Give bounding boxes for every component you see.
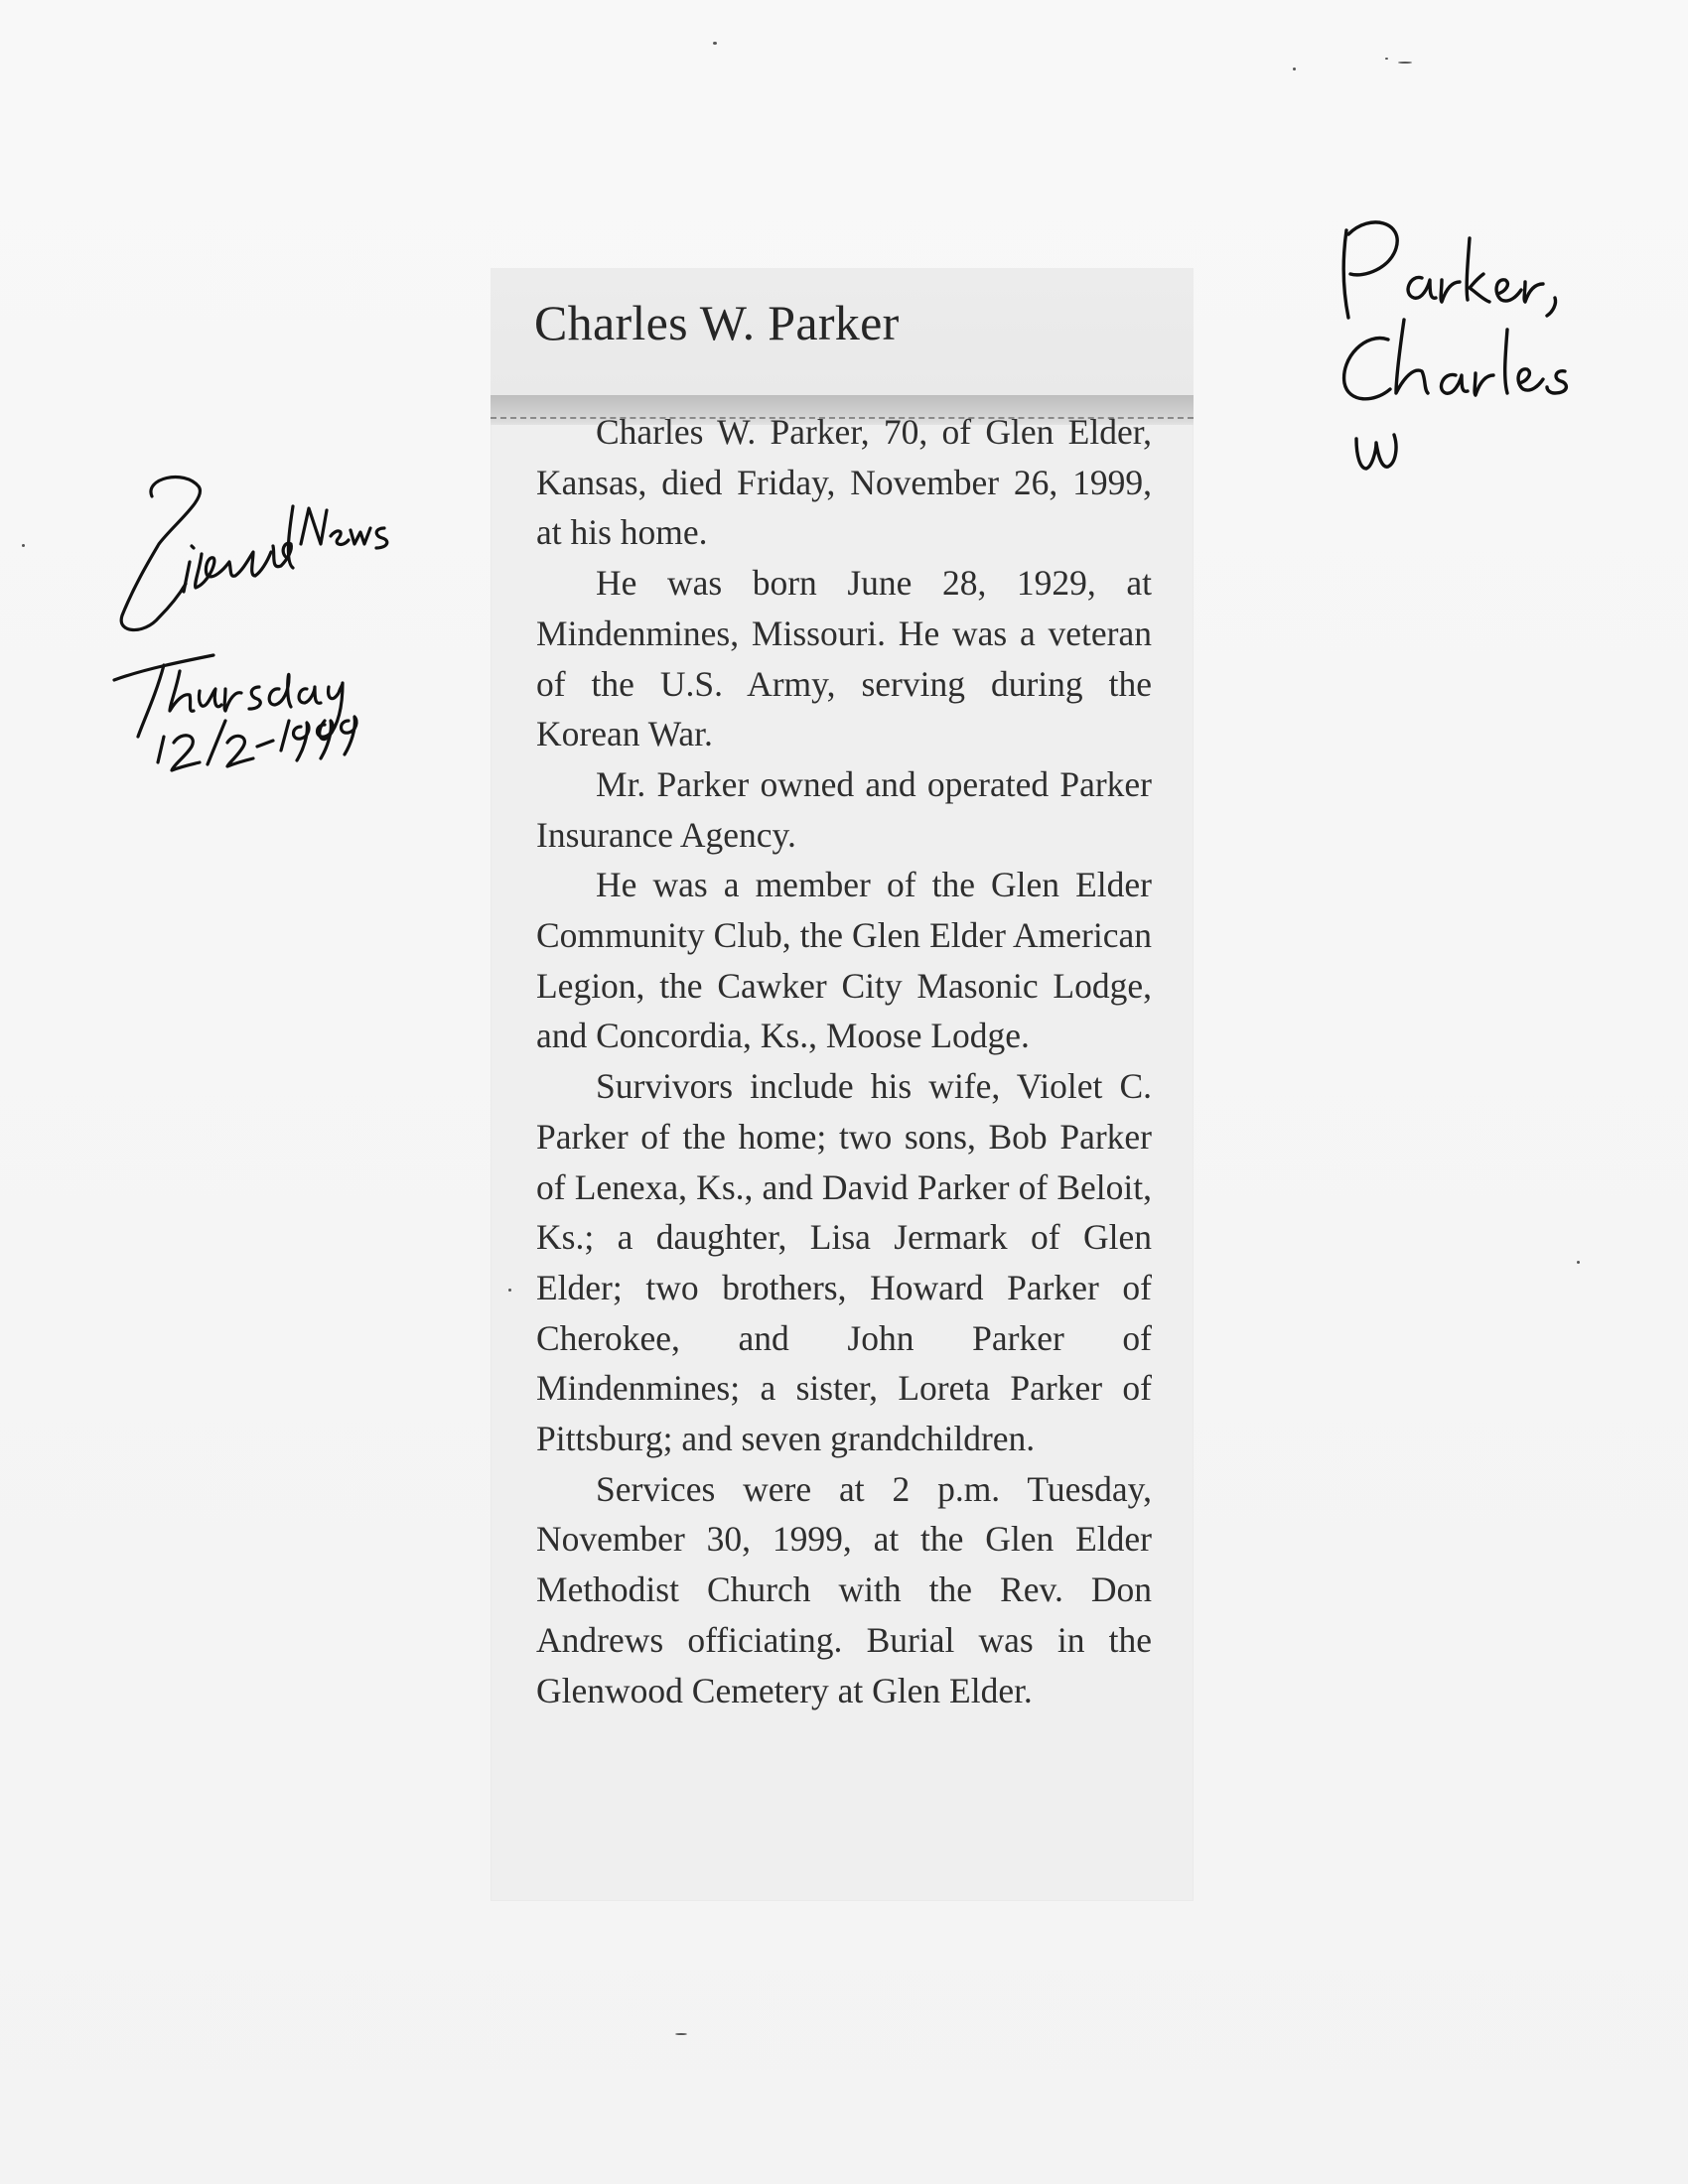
scanner-speck	[508, 1289, 511, 1292]
obituary-paragraph: Mr. Parker owned and operated Parker Insurance Agency.	[536, 763, 1152, 855]
obituary-paragraph: Charles W. Parker, 70, of Glen Elder, Kansas, died Friday, November 26, 1999, at his home.	[536, 412, 1152, 553]
obituary-paragraph: Services were at 2 p.m. Tuesday, November 30, 1999, at the Glen Elder Methodist Church with the Rev. Don Andrews officiating. Burial was in the Glenwood Cemetery at Glen Elder.	[536, 1468, 1152, 1710]
scanner-speck	[1293, 68, 1296, 70]
scanner-speck	[1398, 62, 1412, 64]
scanner-speck	[22, 544, 25, 547]
handwriting-strokes-left	[104, 467, 432, 794]
scanner-speck	[1577, 1261, 1580, 1264]
scanner-speck	[675, 2033, 687, 2035]
obituary-paragraph: He was born June 28, 1929, at Mindenmines, Missouri. He was a veteran of the U.S. Army, serving during the Korean War.	[536, 563, 1152, 754]
obituary-body	[536, 407, 1152, 1715]
scanner-speck	[713, 42, 717, 45]
obituary-paragraph: Survivors include his wife, Violet C. Parker of the home; two sons, Bob Parker of Lenexa, Ks., and David Parker of Beloit, Ks.; a daughter, Lisa Jermark of Glen Elder; two brothers, Howard Parker of Cherokee, and John Parker of Mindenmines; a sister, Loreta Parker of Pittsburg; and seven grandchildren.	[536, 1066, 1152, 1459]
scanner-speck	[1385, 58, 1388, 60]
handwritten-source-note	[104, 467, 432, 794]
handwritten-name-note	[1331, 208, 1628, 496]
obituary-headline: Charles W. Parker	[534, 295, 900, 350]
obituary-paragraph: He was a member of the Glen Elder Community Club, the Glen Elder American Legion, the Cawker City Masonic Lodge, and Concordia, Ks., Moose Lodge.	[536, 865, 1152, 1056]
handwriting-strokes-right	[1331, 208, 1628, 496]
